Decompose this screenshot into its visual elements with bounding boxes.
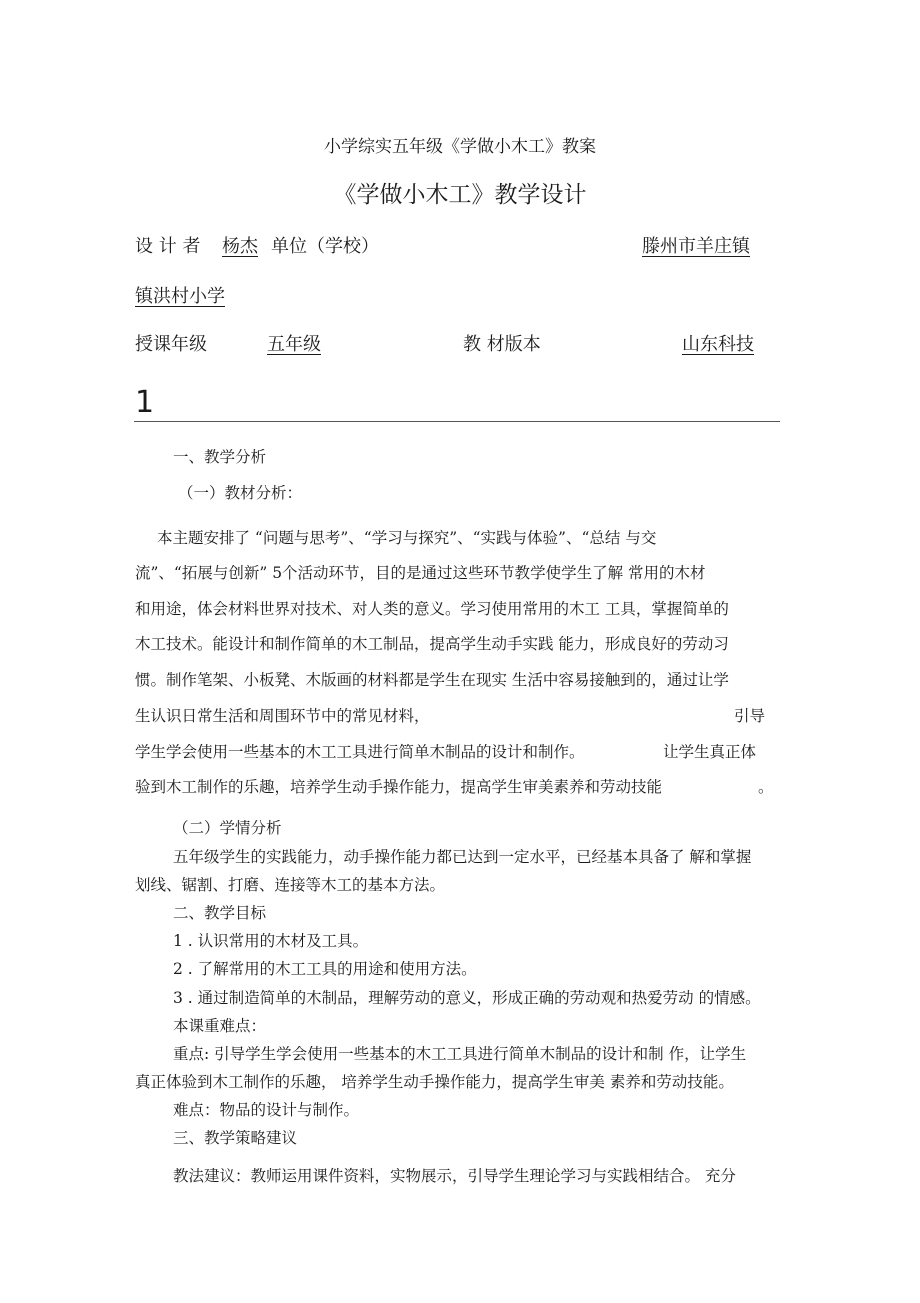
para-line-2: 流”、“拓展与创新” 5个活动环节，目的是通过这些环节教学使学生了解 常用的木材 [135,564,706,582]
grade-value: 五年级 [267,334,321,355]
document-title: 小学综实五年级《学做小木工》教案 [324,137,596,157]
section2-heading: 二、教学目标 [173,904,267,922]
para-line-3: 和用途，体会材料世界对技术、对人类的意义。学习使用常用的木工 工具，掌握简单的 [135,600,729,618]
page-number: 1 [135,385,155,420]
para-line-4: 木工技术。能设计和制作简单的木工制品，提高学生动手实践 能力，形成良好的劳动习 [135,635,729,653]
designer-label: 设 计 者 [135,236,201,257]
para-line-5: 惯。制作笔架、小板凳、木版画的材料都是学生在现实 生活中容易接触到的，通过让学 [135,671,729,689]
learner-line-2: 划线、锯割、打磨、连接等木工的基本方法。 [135,876,446,894]
method-line: 教法建议：教师运用课件资料，实物展示，引导学生理论学习与实践相结合。 充分 [173,1167,736,1185]
para-line-7-right: 让学生真正体 [663,743,757,761]
para-line-7-left: 学生学会使用一些基本的木工工具进行简单木制品的设计和制作。 [135,743,585,761]
grade-label: 授课年级 [135,334,207,355]
para-line-1: 本主题安排了 “问题与思考”、“学习与探究”、“实践与体验”、“总结 与交 [157,529,657,547]
unit-label: 单位（学校） [271,236,379,257]
key-points-heading: 本课重难点： [173,1017,267,1035]
section1-sub1: （一）教材分析： [178,484,303,502]
goal-item-3: 3 . 通过制造简单的木制品，理解劳动的意义，形成正确的劳动观和热爱劳动 的情感。 [173,989,761,1007]
key-point-line-1: 重点: 引导学生学会使用一些基本的木工工具进行简单木制品的设计和制 作，让学生 [173,1045,747,1063]
section1-heading: 一、教学分析 [173,448,267,466]
edition-value: 山东科技 [682,334,754,355]
divider [134,421,780,422]
para-line-8-right: 。 [758,778,774,796]
para-line-8-left: 验到木工制作的乐趣，培养学生动手操作能力，提高学生审美素养和劳动技能 [135,778,663,796]
goal-item-2: 2 . 了解常用的木工工具的用途和使用方法。 [173,960,477,978]
para-line-6-left: 生认识日常生活和周围环节中的常见材料， [135,707,430,725]
designer-name: 杨杰 [222,236,258,257]
section3-heading: 三、教学策略建议 [173,1129,298,1147]
document-subtitle: 《学做小木工》教学设计 [333,182,587,208]
edition-label: 教 材版本 [463,334,541,355]
unit-value-1: 滕州市羊庄镇 [642,236,750,257]
section1-sub2: （二）学情分析 [173,819,282,837]
difficulty-line: 难点：物品的设计与制作。 [173,1101,360,1119]
unit-value-2: 镇洪村小学 [135,286,225,307]
learner-line-1: 五年级学生的实践能力，动手操作能力都已达到一定水平，已经基本具备了 解和掌握 [173,848,752,866]
key-point-line-2: 真正体验到木工制作的乐趣， 培养学生动手操作能力，提高学生审美 素养和劳动技能。 [135,1073,734,1091]
para-line-6-right: 引导 [734,707,766,725]
goal-item-1: 1 . 认识常用的木材及工具。 [173,932,369,950]
